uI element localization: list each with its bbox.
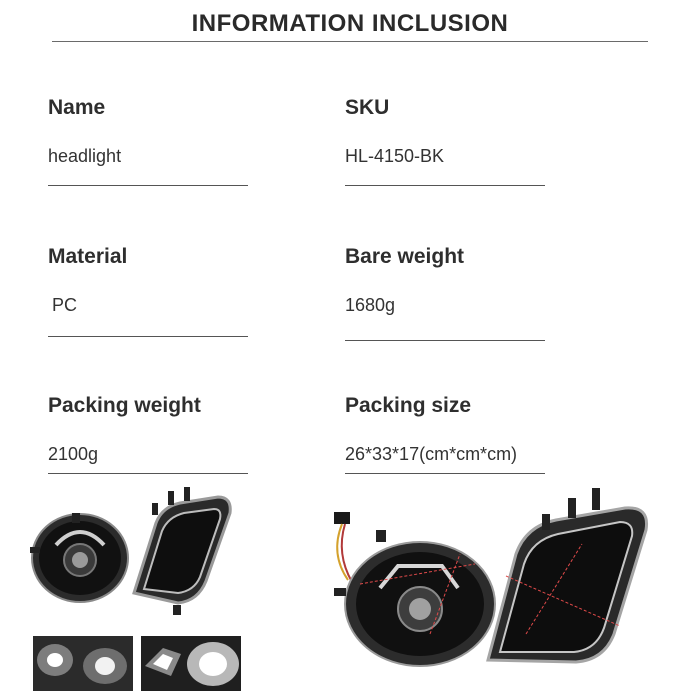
field-underline xyxy=(345,340,545,341)
page-title: INFORMATION INCLUSION xyxy=(191,10,509,37)
field-underline xyxy=(48,336,248,337)
angular-headlight-shape xyxy=(134,487,230,615)
headlight-dimensions-photo xyxy=(320,484,655,669)
field-value: HL-4150-BK xyxy=(345,146,445,166)
field-value: 2100g xyxy=(48,444,99,464)
field-label: SKU xyxy=(345,96,390,119)
field-label: Name xyxy=(48,96,106,119)
field-label: Material xyxy=(48,245,128,268)
high-beam-demo-image xyxy=(141,636,241,691)
low-beam-demo-image xyxy=(33,636,133,691)
field-underline xyxy=(48,473,248,474)
angular-headlight-shape xyxy=(488,488,647,662)
field-underline xyxy=(345,473,545,474)
field-label: Packing size xyxy=(345,394,472,417)
field-value: 1680g xyxy=(345,295,396,315)
headlight-pair-photo xyxy=(28,485,238,625)
field-label: Packing weight xyxy=(48,394,201,417)
field-value: PC xyxy=(52,295,78,315)
field-value: 26*33*17(cm*cm*cm) xyxy=(345,444,518,464)
field-value: headlight xyxy=(48,146,122,166)
round-headlight-shape xyxy=(334,530,495,666)
title-divider xyxy=(52,41,648,42)
wiring-harness-shape xyxy=(334,512,352,582)
field-label: Bare weight xyxy=(345,245,465,268)
field-underline xyxy=(48,185,248,186)
round-headlight-shape xyxy=(30,513,128,602)
field-underline xyxy=(345,185,545,186)
